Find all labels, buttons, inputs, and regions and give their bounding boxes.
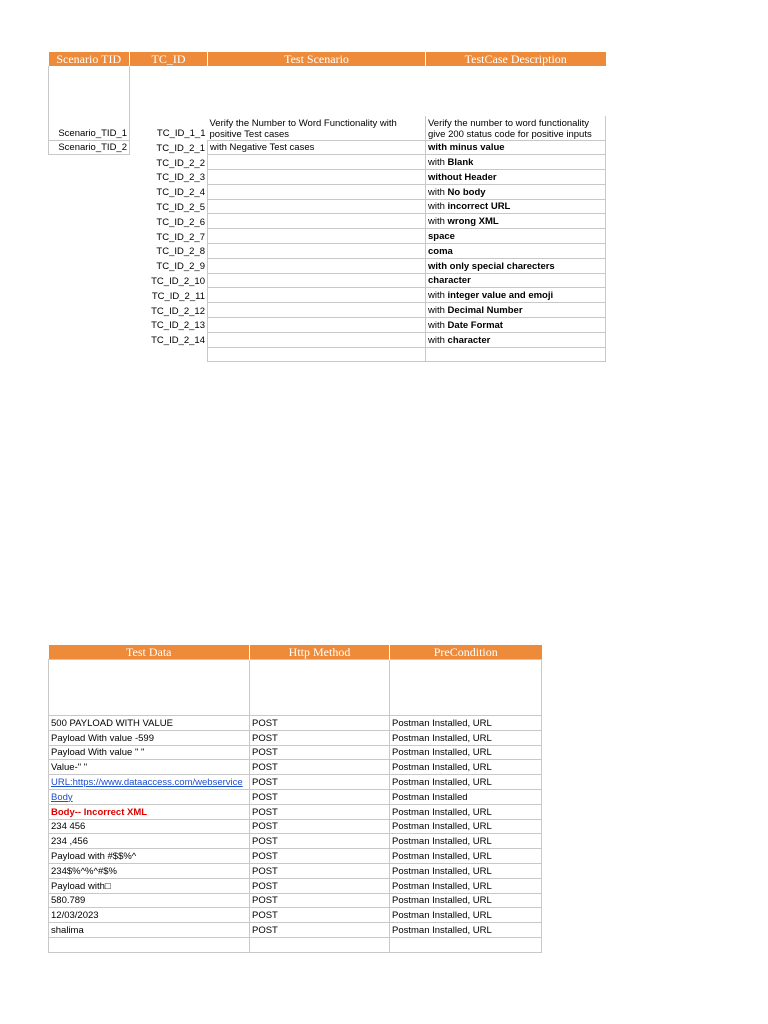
tc-id-cell: TC_ID_2_11: [151, 290, 205, 302]
description-cell: space: [426, 229, 606, 244]
spacer-row: [49, 660, 542, 716]
http-method-cell: POST: [250, 804, 390, 819]
test-scenario-cell: [208, 258, 426, 273]
table-row: [49, 878, 542, 893]
table-row: [49, 908, 542, 923]
test-data-cell: 234$%^%^#$%: [49, 863, 250, 878]
header-scenario-tid: Scenario TID: [49, 52, 130, 66]
precondition-cell: Postman Installed, URL: [390, 716, 542, 731]
tc-id-cell: TC_ID_2_5: [156, 201, 205, 213]
table-row: [49, 775, 542, 790]
table-row: [49, 716, 542, 731]
test-data-cell: shalima: [49, 923, 250, 938]
table-row: [49, 273, 606, 288]
tc-id-cell: TC_ID_2_8: [156, 246, 205, 258]
tc-id-cell: TC_ID_2_7: [156, 231, 205, 243]
precondition-cell: Postman Installed, URL: [390, 923, 542, 938]
header-testcase-description: TestCase Description: [426, 52, 606, 66]
test-scenario-cell: [208, 332, 426, 347]
http-method-cell: POST: [250, 863, 390, 878]
test-data-table: [48, 645, 542, 953]
precondition-cell: Postman Installed, URL: [390, 849, 542, 864]
precondition-cell: Postman Installed: [390, 789, 542, 804]
test-scenario-cell: [208, 303, 426, 318]
http-method-cell: POST: [250, 819, 390, 834]
tc-id-cell: TC_ID_2_10: [151, 275, 205, 287]
description-cell: with Blank: [426, 155, 606, 170]
table-header-row: [49, 52, 606, 66]
test-data-cell: 234 ,456: [49, 834, 250, 849]
table-row: [49, 214, 606, 229]
description-cell: character: [426, 273, 606, 288]
test-scenario-cell: [208, 199, 426, 214]
precondition-cell: Postman Installed, URL: [390, 819, 542, 834]
http-method-cell: POST: [250, 775, 390, 790]
precondition-cell: Postman Installed, URL: [390, 775, 542, 790]
table-row: [49, 244, 606, 259]
test-scenario-cell: Verify the Number to Word Functionality with positive Test cases: [208, 116, 426, 140]
header-tc-id: TC_ID: [130, 52, 208, 66]
spacer-row: [49, 66, 606, 116]
description-cell: with integer value and emoji: [426, 288, 606, 303]
description-cell: with No body: [426, 184, 606, 199]
precondition-cell: Postman Installed, URL: [390, 760, 542, 775]
table-header-row: [49, 645, 542, 660]
tc-id-cell: TC_ID_2_4: [156, 187, 205, 199]
header-test-data: Test Data: [49, 645, 250, 660]
url-link[interactable]: URL:https://www.dataaccess.com/webservice: [49, 775, 250, 790]
http-method-cell: POST: [250, 923, 390, 938]
description-cell: Verify the number to word functionality give 200 status code for positive inputs: [426, 116, 606, 140]
test-scenario-cell: [208, 170, 426, 185]
table-row: [49, 140, 606, 155]
table-row: [49, 863, 542, 878]
table-row: [49, 318, 606, 333]
table-row: [49, 288, 606, 303]
table-row: [49, 170, 606, 185]
table-row: [49, 834, 542, 849]
tc-id-cell: TC_ID_2_12: [151, 305, 205, 317]
precondition-cell: Postman Installed, URL: [390, 834, 542, 849]
header-precondition: PreCondition: [390, 645, 542, 660]
http-method-cell: POST: [250, 760, 390, 775]
table-row: [49, 199, 606, 214]
http-method-cell: POST: [250, 834, 390, 849]
description-cell: without Header: [426, 170, 606, 185]
precondition-cell: Postman Installed, URL: [390, 893, 542, 908]
table-row: [49, 184, 606, 199]
description-bold: Blank: [447, 157, 474, 169]
tc-id-cell: TC_ID_2_13: [151, 320, 205, 332]
http-method-cell: POST: [250, 745, 390, 760]
test-scenario-cell: with Negative Test cases: [208, 140, 426, 155]
table-row: [49, 893, 542, 908]
precondition-cell: Postman Installed, URL: [390, 878, 542, 893]
table-row: [49, 760, 542, 775]
http-method-cell: POST: [250, 716, 390, 731]
table-row: [49, 819, 542, 834]
test-scenario-cell: [208, 288, 426, 303]
table-row: [49, 730, 542, 745]
test-scenario-cell: [208, 229, 426, 244]
table-row: [49, 155, 606, 170]
precondition-cell: Postman Installed, URL: [390, 804, 542, 819]
precondition-cell: Postman Installed, URL: [390, 863, 542, 878]
description-cell: with character: [426, 332, 606, 347]
http-method-cell: POST: [250, 908, 390, 923]
scenario-tid-cell: Scenario_TID_1: [49, 116, 130, 140]
test-scenario-cell: [208, 244, 426, 259]
table-row: [49, 229, 606, 244]
description-cell: with only special charecters: [426, 258, 606, 273]
description-cell: with incorrect URL: [426, 199, 606, 214]
table-row: [49, 923, 542, 938]
test-scenario-cell: [208, 184, 426, 199]
http-method-cell: POST: [250, 730, 390, 745]
test-data-cell: 234 456: [49, 819, 250, 834]
table-row: [49, 849, 542, 864]
empty-row: [49, 937, 542, 952]
description-cell: with Date Format: [426, 318, 606, 333]
test-data-cell: 500 PAYLOAD WITH VALUE: [49, 716, 250, 731]
header-test-scenario: Test Scenario: [208, 52, 426, 66]
table-row: [49, 745, 542, 760]
table-row: [49, 804, 542, 819]
precondition-cell: Postman Installed, URL: [390, 730, 542, 745]
test-data-cell: Payload With value -599: [49, 730, 250, 745]
test-scenario-cell: [208, 273, 426, 288]
test-data-cell: 580.789: [49, 893, 250, 908]
table-row: [49, 258, 606, 273]
table-row: [49, 303, 606, 318]
tc-id-cell: TC_ID_1_1: [156, 128, 206, 139]
http-method-cell: POST: [250, 893, 390, 908]
test-scenario-cell: [208, 155, 426, 170]
http-method-cell: POST: [250, 849, 390, 864]
body-link[interactable]: Body: [49, 789, 250, 804]
test-data-cell: Payload with□: [49, 878, 250, 893]
empty-row: [49, 347, 606, 362]
http-method-cell: POST: [250, 789, 390, 804]
test-data-cell: Payload With value " ": [49, 745, 250, 760]
http-method-cell: POST: [250, 878, 390, 893]
description-cell: with wrong XML: [426, 214, 606, 229]
tc-id-cell: TC_ID_2_3: [156, 172, 205, 184]
test-data-cell: 12/03/2023: [49, 908, 250, 923]
test-data-cell: Body-- Incorrect XML: [49, 804, 250, 819]
test-scenario-cell: [208, 214, 426, 229]
table-row: [49, 789, 542, 804]
table-row: [49, 116, 606, 140]
precondition-cell: Postman Installed, URL: [390, 745, 542, 760]
tc-id-cell: TC_ID_2_14: [151, 335, 205, 347]
precondition-cell: Postman Installed, URL: [390, 908, 542, 923]
test-data-cell: Value-" ": [49, 760, 250, 775]
tc-id-cell: TC_ID_2_9: [156, 261, 205, 273]
description-cell: coma: [426, 244, 606, 259]
description-cell: with Decimal Number: [426, 303, 606, 318]
header-http-method: Http Method: [250, 645, 390, 660]
table-row: [49, 332, 606, 347]
test-data-cell: Payload with #$$%^: [49, 849, 250, 864]
tc-id-cell: TC_ID_2_6: [156, 216, 205, 228]
test-scenario-cell: [208, 318, 426, 333]
tc-id-cell: TC_ID_2_2: [156, 157, 205, 169]
test-case-table: [48, 52, 606, 362]
scenario-tid-cell: Scenario_TID_2: [49, 140, 130, 155]
tc-id-cell: TC_ID_2_1: [156, 142, 205, 154]
description-cell: with minus value: [426, 140, 606, 155]
